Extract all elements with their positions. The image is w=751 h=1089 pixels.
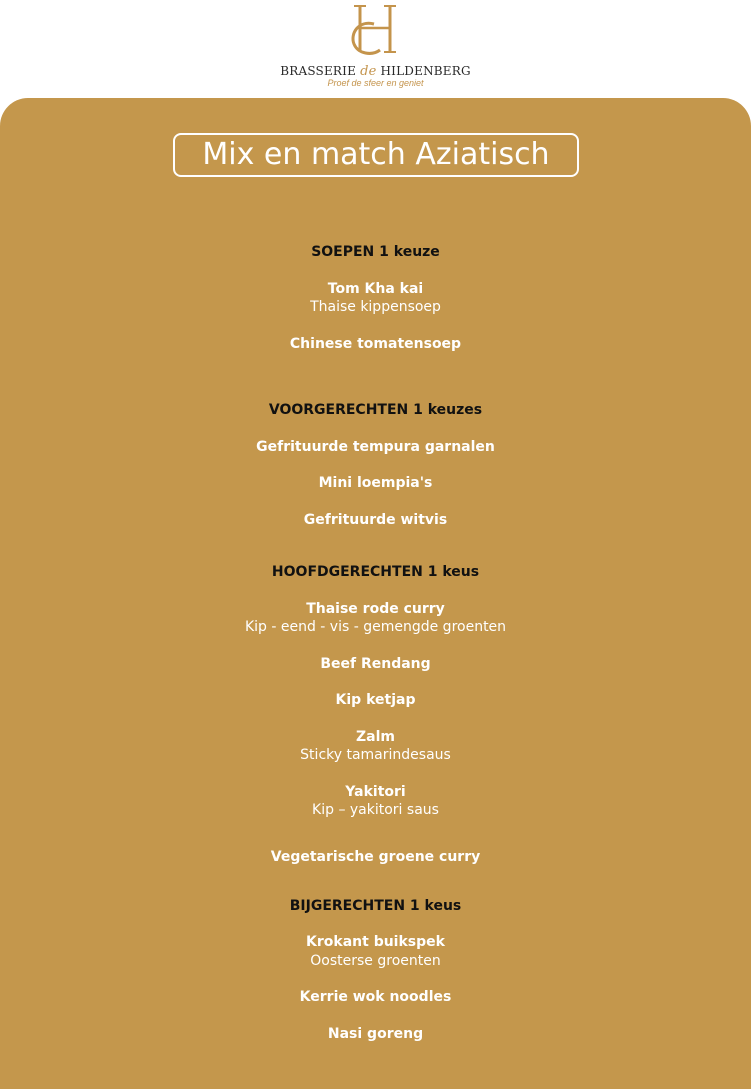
menu-title: Mix en match Aziatisch [202,137,550,172]
brand-name-right: HILDENBERG [380,64,471,78]
monogram-icon [336,0,416,62]
menu-item-name: Thaise rode curry [306,601,445,617]
section-heading-bijgerechten: BIJGERECHTEN 1 keus [289,898,462,914]
menu-item-name: Chinese tomatensoep [289,336,462,352]
menu-item-name: Tom Kha kai [327,281,424,297]
menu-item-desc: Kip – yakitori saus [312,802,439,818]
menu-item-name: Zalm [356,729,395,745]
menu-item-desc: Sticky tamarindesaus [300,747,451,763]
menu-item-name: Kip ketjap [335,692,416,708]
brand-tagline: Proef de sfeer en geniet [327,78,424,88]
menu-item-name: Gefrituurde tempura garnalen [256,439,495,455]
section-heading-soepen: SOEPEN 1 keuze [311,244,440,260]
menu-item-name: Gefrituurde witvis [303,512,448,528]
brand-name-left: BRASSERIE [280,64,357,78]
menu-item-name: Yakitori [345,784,406,800]
brand-name [0,64,751,79]
menu-title-box [173,133,579,177]
menu-item-name: Mini loempia's [318,475,433,491]
menu-item-name: Kerrie wok noodles [299,989,452,1005]
section-heading-hoofdgerechten: HOOFDGERECHTEN 1 keus [271,564,480,580]
menu-item-name: Vegetarische groene curry [270,849,481,865]
brand-name-de: de [360,64,377,79]
menu-item-name: Beef Rendang [320,656,431,672]
menu-item-desc: Thaise kippensoep [310,299,441,315]
menu-item-desc: Oosterse groenten [310,953,441,969]
menu-item-name: Nasi goreng [327,1026,424,1042]
section-heading-voorgerechten: VOORGERECHTEN 1 keuzes [268,402,483,418]
menu-item-name: Krokant buikspek [306,934,445,950]
brand-logo [0,0,751,95]
menu-item-desc: Kip - eend - vis - gemengde groenten [244,619,507,635]
